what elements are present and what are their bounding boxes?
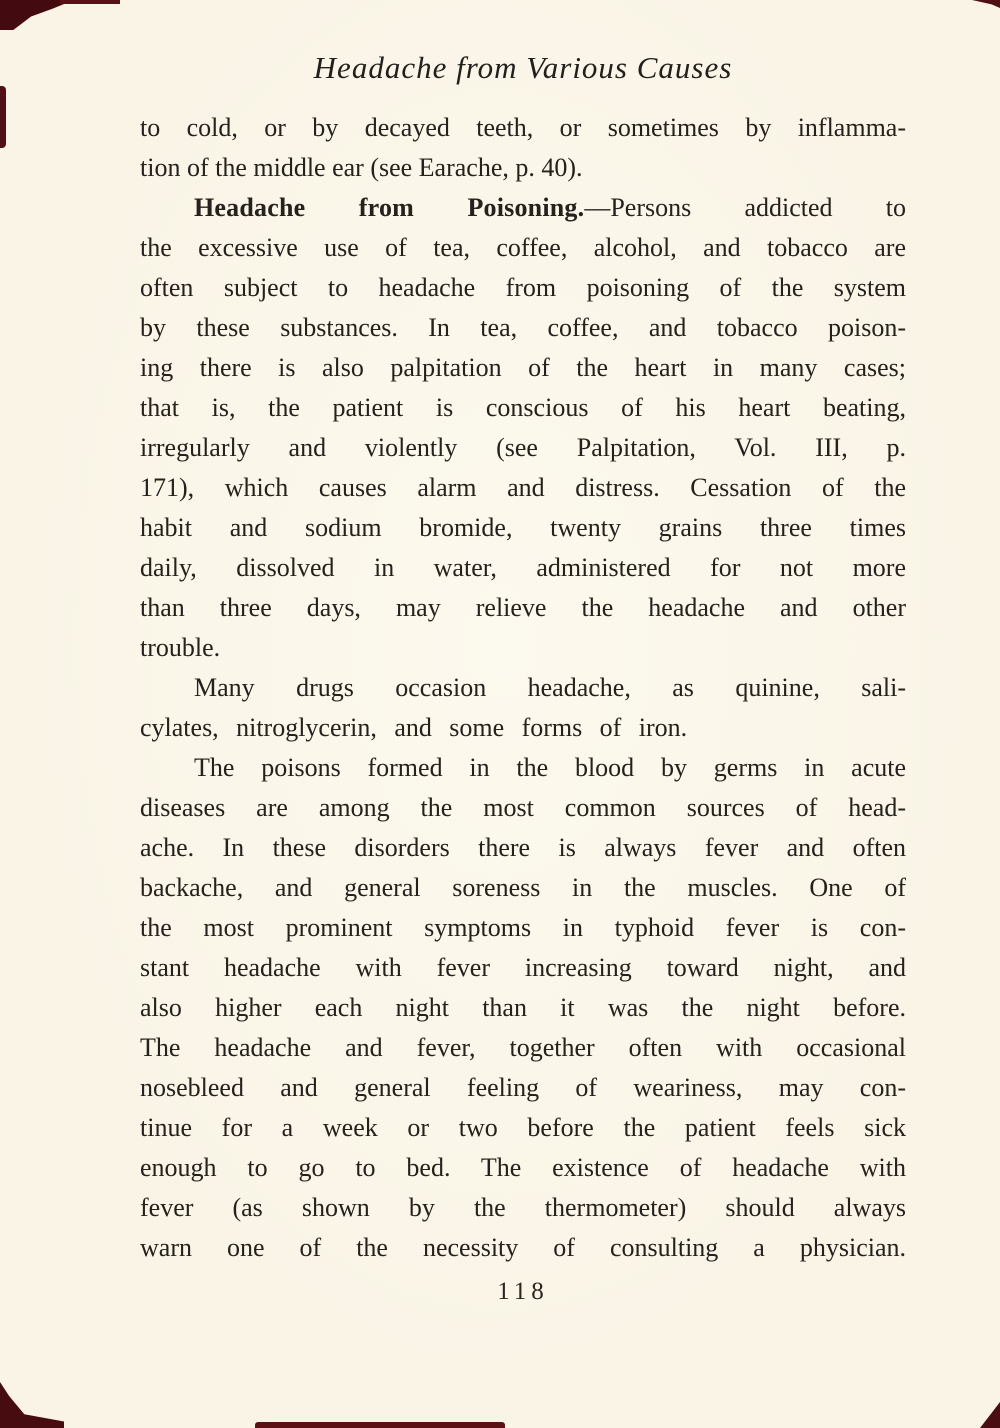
- text-line: ing there is also palpitation of the heart in many cases;: [140, 353, 906, 382]
- text-line: warn one of the necessity of consulting a physician.: [140, 1233, 906, 1262]
- text-line: irregularly and violently (see Palpitation, Vol. III, p.: [140, 433, 906, 462]
- scan-stain-top-edge: [60, 0, 120, 4]
- paragraph: [140, 668, 906, 748]
- text-line: that is, the patient is conscious of his heart beating,: [140, 393, 906, 422]
- scan-stain-bottom-left: [0, 1382, 64, 1428]
- text-line: enough to go to bed. The existence of headache with: [140, 1153, 906, 1182]
- text-line: tinue for a week or two before the patient feels sick: [140, 1113, 906, 1142]
- bold-lead: Headache from Poisoning.: [194, 193, 585, 222]
- text-line: the excessive use of tea, coffee, alcohol, and tobacco are: [140, 233, 906, 262]
- text-line: ache. In these disorders there is always fever and often: [140, 833, 906, 862]
- text-line: the most prominent symptoms in typhoid fever is con-: [140, 913, 906, 942]
- text-line: than three days, may relieve the headache and other: [140, 593, 906, 622]
- text-line: daily, dissolved in water, administered for not more: [140, 553, 906, 582]
- scan-stain-bottom-right: [980, 1402, 1000, 1428]
- text-line: 171), which causes alarm and distress. Cessation of the: [140, 473, 906, 502]
- paragraph: [140, 108, 906, 188]
- scan-stain-top-left: [0, 0, 74, 30]
- text-line: Many drugs occasion headache, as quinine, sali-: [194, 673, 906, 702]
- text-column: [140, 108, 906, 1268]
- text-line: The poisons formed in the blood by germs in acute: [194, 753, 906, 782]
- paragraph: [140, 748, 906, 1268]
- scan-stain-bottom-edge: [255, 1422, 505, 1428]
- text-line: habit and sodium bromide, twenty grains three times: [140, 513, 906, 542]
- text-line: trouble.: [140, 633, 221, 662]
- text-line: to cold, or by decayed teeth, or sometimes by inflamma-: [140, 113, 906, 142]
- text-line: also higher each night than it was the night before.: [140, 993, 906, 1022]
- text-line: The headache and fever, together often with occasional: [140, 1033, 906, 1062]
- text-line: cylates, nitroglycerin, and some forms of iron.: [140, 713, 688, 742]
- scan-stain-top-right: [972, 0, 1000, 8]
- page-number: 118: [497, 1278, 549, 1305]
- text-line: diseases are among the most common sources of head-: [140, 793, 906, 822]
- text-line: nosebleed and general feeling of weariness, may con-: [140, 1073, 906, 1102]
- text-line: often subject to headache from poisoning of the system: [140, 273, 906, 302]
- text-line: Headache from Poisoning.—Persons addicted to: [194, 193, 906, 222]
- text-line: by these substances. In tea, coffee, and tobacco poison-: [140, 313, 906, 342]
- running-header: Headache from Various Causes: [313, 50, 733, 85]
- paragraph: [140, 188, 906, 668]
- text-line: stant headache with fever increasing toward night, and: [140, 953, 906, 982]
- text-line: fever (as shown by the thermometer) should always: [140, 1193, 906, 1222]
- text-line: backache, and general soreness in the muscles. One of: [140, 873, 906, 902]
- text-line: tion of the middle ear (see Earache, p. 40).: [140, 153, 583, 182]
- scan-stain-left-edge: [0, 86, 6, 148]
